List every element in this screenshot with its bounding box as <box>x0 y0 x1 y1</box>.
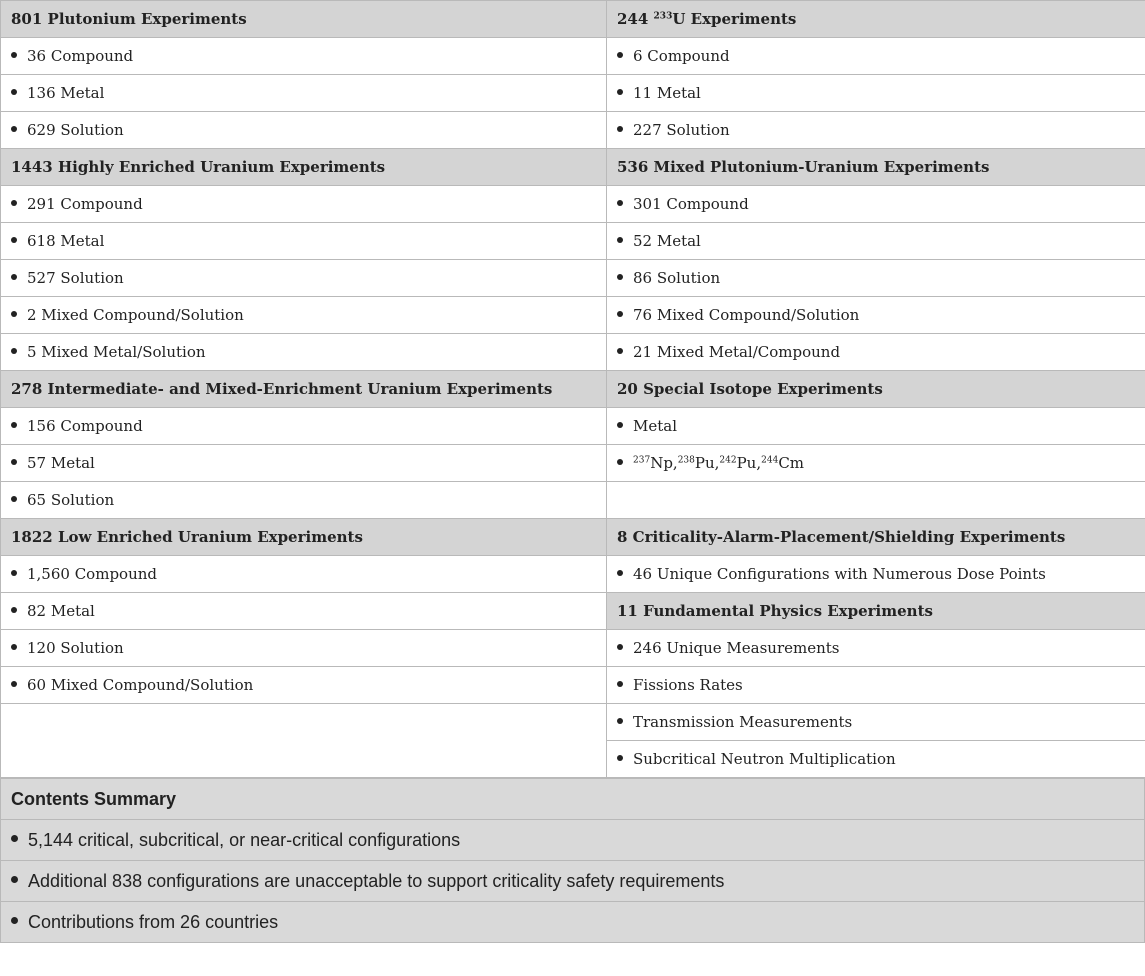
bullet-icon <box>11 496 17 502</box>
table-row <box>1 593 1145 630</box>
item-text: 36 Compound <box>27 47 134 65</box>
bullet-icon <box>11 200 17 206</box>
item-text: 246 Unique Measurements <box>633 639 840 657</box>
list-item <box>1 297 607 334</box>
bullet-icon <box>11 126 17 132</box>
category-header <box>607 519 1145 556</box>
item-text: 5 Mixed Metal/Solution <box>27 343 206 361</box>
bullet-icon <box>11 89 17 95</box>
bullet-icon <box>617 274 623 280</box>
list-item <box>1 667 607 704</box>
item-text: 2 Mixed Compound/Solution <box>27 306 244 324</box>
isotope-mass-number: 237 <box>633 455 651 466</box>
list-item <box>1 445 607 482</box>
isotope-mass-number: 238 <box>677 455 695 466</box>
item-text: 136 Metal <box>27 84 105 102</box>
list-item <box>607 112 1145 149</box>
table-row <box>1 297 1145 334</box>
bullet-icon <box>617 570 623 576</box>
category-header <box>1 1 607 38</box>
bullet-icon <box>617 718 623 724</box>
table-row <box>1 223 1145 260</box>
category-header <box>607 149 1145 186</box>
isotope-mass-number: 233 <box>653 11 673 22</box>
category-header <box>1 519 607 556</box>
list-item <box>1 186 607 223</box>
isotope-element: Cm <box>778 454 805 472</box>
isotope-element: Np, <box>650 454 678 472</box>
item-text: 60 Mixed Compound/Solution <box>27 676 254 694</box>
list-item <box>1 593 607 630</box>
bullet-icon <box>617 52 623 58</box>
item-text: 11 Metal <box>633 84 701 102</box>
bullet-icon <box>617 348 623 354</box>
table-row <box>1 260 1145 297</box>
list-item <box>607 186 1145 223</box>
table-row <box>1 902 1145 943</box>
summary-title: Contents Summary <box>1 779 1145 820</box>
isotope-mass-number: 242 <box>719 455 737 466</box>
isotope-list <box>633 454 804 472</box>
item-text: Metal <box>633 417 678 435</box>
category-title: 1822 Low Enriched Uranium Experiments <box>11 528 363 546</box>
bullet-icon <box>11 237 17 243</box>
item-text: 57 Metal <box>27 454 95 472</box>
category-header <box>607 371 1145 408</box>
category-title: 278 Intermediate- and Mixed-Enrichment Uranium Experiments <box>11 380 553 398</box>
item-text: Transmission Measurements <box>633 713 853 731</box>
bullet-icon <box>11 348 17 354</box>
category-header <box>1 371 607 408</box>
bullet-icon <box>11 917 18 924</box>
bullet-icon <box>11 681 17 687</box>
table-row <box>1 861 1145 902</box>
list-item <box>607 260 1145 297</box>
category-title: 11 Fundamental Physics Experiments <box>617 602 933 620</box>
item-text: 6 Compound <box>633 47 730 65</box>
list-item <box>1 112 607 149</box>
category-header <box>607 593 1145 630</box>
item-text: 65 Solution <box>27 491 115 509</box>
item-text: 629 Solution <box>27 121 124 139</box>
bullet-icon <box>11 835 18 842</box>
item-text: 227 Solution <box>633 121 730 139</box>
item-text: 301 Compound <box>633 195 749 213</box>
item-text: 1,560 Compound <box>27 565 157 583</box>
list-item <box>1 408 607 445</box>
item-text: 527 Solution <box>27 269 124 287</box>
list-item <box>1 556 607 593</box>
table-row <box>1 667 1145 704</box>
bullet-icon <box>11 570 17 576</box>
bullet-icon <box>617 422 623 428</box>
table-row <box>1 779 1145 820</box>
bullet-icon <box>617 681 623 687</box>
list-item <box>1 38 607 75</box>
list-item <box>1 861 1145 902</box>
category-title: 536 Mixed Plutonium-Uranium Experiments <box>617 158 990 176</box>
bullet-icon <box>617 755 623 761</box>
empty-cell <box>607 482 1145 519</box>
list-item <box>607 75 1145 112</box>
table-row <box>1 149 1145 186</box>
bullet-icon <box>11 274 17 280</box>
item-text: Contributions from 26 countries <box>28 911 279 932</box>
list-item <box>607 667 1145 704</box>
list-item <box>607 223 1145 260</box>
bullet-icon <box>617 644 623 650</box>
item-text: 86 Solution <box>633 269 721 287</box>
list-item <box>607 38 1145 75</box>
bullet-icon <box>617 89 623 95</box>
item-text: Additional 838 configurations are unacceptable to support criticality safety requirements <box>28 870 725 891</box>
item-text: Fissions Rates <box>633 676 743 694</box>
item-text: Subcritical Neutron Multiplication <box>633 750 896 768</box>
table-row <box>1 1 1145 38</box>
list-item <box>607 297 1145 334</box>
bullet-icon <box>11 422 17 428</box>
isotope-element: Pu, <box>736 454 762 472</box>
category-title: 1443 Highly Enriched Uranium Experiments <box>11 158 386 176</box>
category-title: 801 Plutonium Experiments <box>11 10 247 28</box>
item-text: 5,144 critical, subcritical, or near-critical configurations <box>28 829 461 850</box>
bullet-icon <box>11 459 17 465</box>
category-title-prefix: 244 <box>617 10 654 28</box>
table-row <box>1 556 1145 593</box>
category-header <box>607 1 1145 38</box>
bullet-icon <box>617 237 623 243</box>
bullet-icon <box>11 607 17 613</box>
empty-cell <box>1 704 607 778</box>
list-item <box>607 630 1145 667</box>
list-item <box>1 482 607 519</box>
table-row <box>1 704 1145 741</box>
list-item <box>1 820 1145 861</box>
list-item <box>607 408 1145 445</box>
table-row <box>1 820 1145 861</box>
isotope-element: Pu, <box>694 454 720 472</box>
item-text: 46 Unique Configurations with Numerous Dose Points <box>633 565 1046 583</box>
list-item <box>607 741 1145 778</box>
table-row <box>1 112 1145 149</box>
category-title-suffix: U Experiments <box>672 10 797 28</box>
list-item <box>1 334 607 371</box>
list-item <box>607 704 1145 741</box>
bullet-icon <box>617 126 623 132</box>
table-row <box>1 186 1145 223</box>
bullet-icon <box>617 459 623 465</box>
bullet-icon <box>11 52 17 58</box>
table-row <box>1 334 1145 371</box>
item-text: 618 Metal <box>27 232 105 250</box>
table-row <box>1 371 1145 408</box>
contents-summary <box>0 778 1145 943</box>
bullet-icon <box>11 876 18 883</box>
list-item <box>607 445 1145 482</box>
table-row <box>1 75 1145 112</box>
item-text: 21 Mixed Metal/Compound <box>633 343 841 361</box>
item-text: 120 Solution <box>27 639 124 657</box>
bullet-icon <box>617 311 623 317</box>
table-row <box>1 408 1145 445</box>
table-row <box>1 519 1145 556</box>
list-item <box>1 75 607 112</box>
item-text: 156 Compound <box>27 417 143 435</box>
bullet-icon <box>617 200 623 206</box>
list-item <box>1 223 607 260</box>
bullet-icon <box>11 311 17 317</box>
item-text: 291 Compound <box>27 195 143 213</box>
table-row <box>1 630 1145 667</box>
list-item <box>1 260 607 297</box>
list-item <box>607 334 1145 371</box>
table-row <box>1 482 1145 519</box>
list-item <box>1 630 607 667</box>
table-row <box>1 445 1145 482</box>
list-item <box>1 902 1145 943</box>
category-title: 20 Special Isotope Experiments <box>617 380 883 398</box>
bullet-icon <box>11 644 17 650</box>
item-text: 52 Metal <box>633 232 701 250</box>
item-text: 76 Mixed Compound/Solution <box>633 306 860 324</box>
table-row <box>1 38 1145 75</box>
item-text: 82 Metal <box>27 602 95 620</box>
list-item <box>607 556 1145 593</box>
category-header <box>1 149 607 186</box>
isotope-mass-number: 244 <box>761 455 779 466</box>
category-title: 8 Criticality-Alarm-Placement/Shielding Experiments <box>617 528 1066 546</box>
